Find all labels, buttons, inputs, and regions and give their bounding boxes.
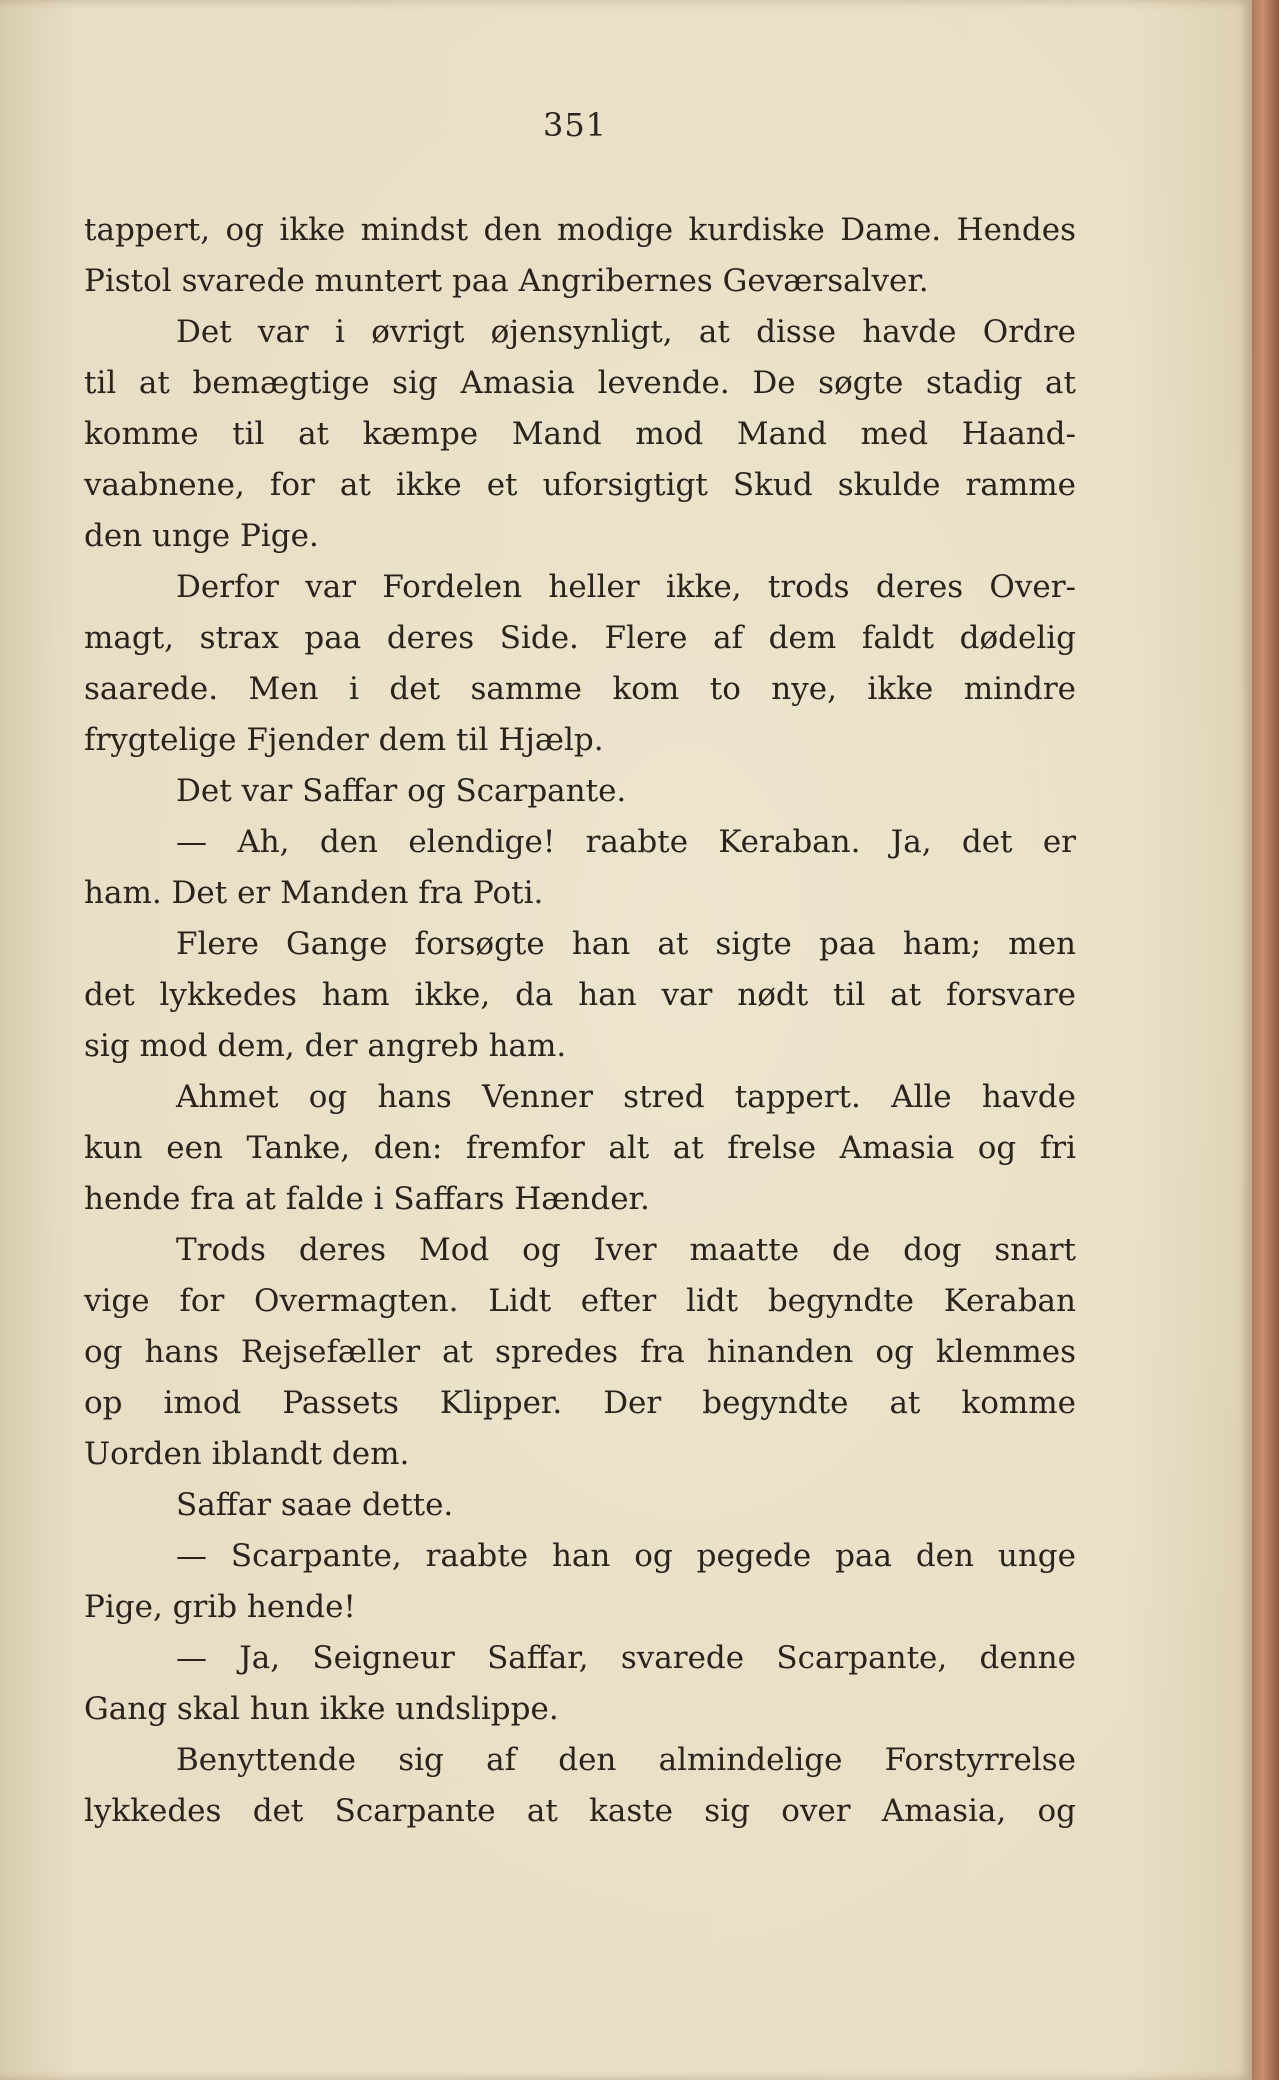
page-edge	[1252, 0, 1279, 2080]
text-line: Flere Gange forsøgte han at sigte paa ham; men	[176, 926, 1076, 962]
text-line: — Scarpante, raabte han og pegede paa den unge	[176, 1538, 1076, 1574]
text-line: saarede. Men i det samme kom to nye, ikke mindre	[84, 671, 1076, 707]
text-line: det lykkedes ham ikke, da han var nødt til at forsvare	[84, 977, 1076, 1013]
text-line: Uorden iblandt dem.	[84, 1436, 410, 1472]
text-line: Det var i øvrigt øjensynligt, at disse havde Ordre	[176, 314, 1076, 350]
text-line: op imod Passets Klipper. Der begyndte at komme	[84, 1385, 1076, 1421]
text-line: magt, strax paa deres Side. Flere af dem faldt dødelig	[84, 620, 1076, 656]
text-line: Derfor var Fordelen heller ikke, trods deres Over-	[176, 569, 1076, 605]
text-line: Pistol svarede muntert paa Angribernes Geværsalver.	[84, 263, 929, 299]
text-line: og hans Rejsefæller at spredes fra hinanden og klemmes	[84, 1334, 1076, 1370]
text-line: tappert, og ikke mindst den modige kurdiske Dame. Hendes	[84, 212, 1076, 248]
text-line: Saffar saae dette.	[176, 1487, 454, 1523]
text-line: hende fra at falde i Saffars Hænder.	[84, 1181, 650, 1217]
text-line: vige for Overmagten. Lidt efter lidt begyndte Keraban	[84, 1283, 1076, 1319]
page-text	[84, 205, 1076, 1837]
text-line: Ahmet og hans Venner stred tappert. Alle havde	[176, 1079, 1076, 1115]
text-line: ham. Det er Manden fra Poti.	[84, 875, 544, 911]
text-line: komme til at kæmpe Mand mod Mand med Haand-	[84, 416, 1076, 452]
text-line: sig mod dem, der angreb ham.	[84, 1028, 567, 1064]
text-line: Trods deres Mod og Iver maatte de dog snart	[176, 1232, 1076, 1268]
text-line: Gang skal hun ikke undslippe.	[84, 1691, 559, 1727]
text-line: til at bemægtige sig Amasia levende. De søgte stadig at	[84, 365, 1076, 401]
text-line: frygtelige Fjender dem til Hjælp.	[84, 722, 604, 758]
text-line: — Ja, Seigneur Saffar, svarede Scarpante, denne	[176, 1640, 1076, 1676]
text-line: vaabnene, for at ikke et uforsigtigt Skud skulde ramme	[84, 467, 1076, 503]
text-line: den unge Pige.	[84, 518, 319, 554]
text-line: kun een Tanke, den: fremfor alt at frelse Amasia og fri	[84, 1130, 1076, 1166]
text-line: — Ah, den elendige! raabte Keraban. Ja, det er	[176, 824, 1076, 860]
text-line: Benyttende sig af den almindelige Forstyrrelse	[176, 1742, 1076, 1778]
text-line: Pige, grib hende!	[84, 1589, 356, 1625]
text-line: Det var Saffar og Scarpante.	[176, 773, 627, 809]
page-number: 351	[542, 106, 608, 144]
text-line: lykkedes det Scarpante at kaste sig over Amasia, og	[84, 1793, 1076, 1829]
